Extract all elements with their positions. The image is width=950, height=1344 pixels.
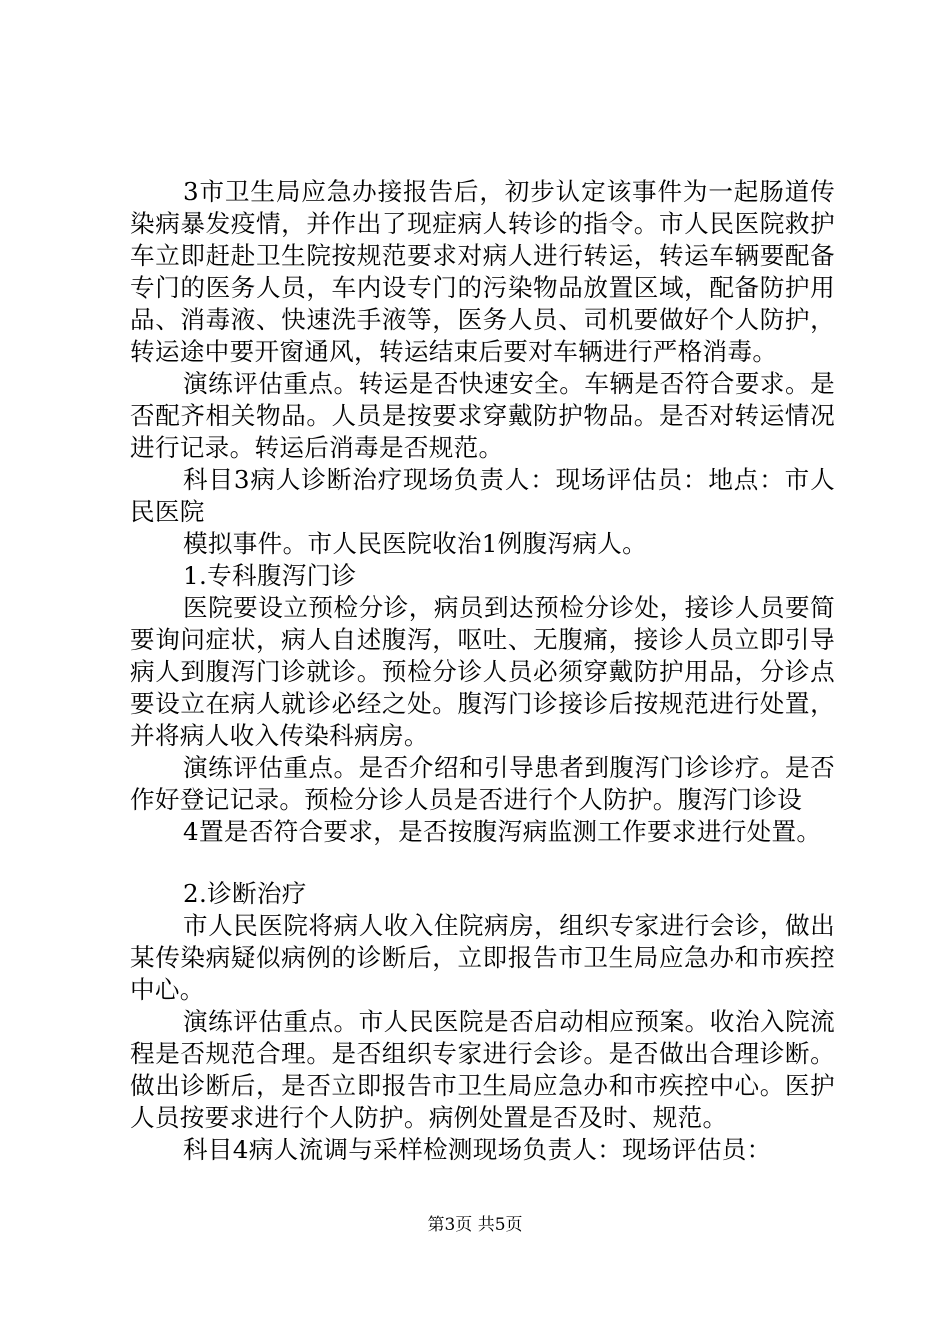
paragraph-simulated-event: 模拟事件。市人民医院收治1例腹泻病人。 — [183, 529, 648, 558]
paragraph-section-2-heading: 2.诊断治疗 — [183, 879, 307, 908]
paragraph-diagnosis: 市人民医院将病人收入住院病房，组织专家进行会诊，做出某传染病疑似病例的诊断后，立即报告市卫生局应急办和市疾控中心。 — [130, 911, 835, 1004]
paragraph-diagnosis-evaluation: 演练评估重点。市人民医院是否启动相应预案。收治入院流程是否规范合理。是否组织专家进行会诊。是否做出合理诊断。做出诊断后，是否立即报告市卫生局应急办和市疾控中心。医护人员按要求进行个人防护。病例处置是否及时、规范。 — [130, 1007, 835, 1132]
paragraph-subject-4-heading: 科目4病人流调与采样检测现场负责人：现场评估员： — [183, 1135, 772, 1164]
paragraph-triage: 医院要设立预检分诊，病员到达预检分诊处，接诊人员要简要询问症状，病人自述腹泻，呕吐、无腹痛，接诊人员立即引导病人到腹泻门诊就诊。预检分诊人员必须穿戴防护用品，分诊点要设立在病人就诊必经之处。腹泻门诊接诊后按规范进行处置，并将病人收入传染科病房。 — [130, 593, 835, 750]
document-body — [130, 176, 835, 1166]
paragraph-transfer-evaluation: 演练评估重点。转运是否快速安全。车辆是否符合要求。是否配齐相关物品。人员是按要求穿戴防护物品。是否对转运情况进行记录。转运后消毒是否规范。 — [130, 369, 835, 462]
page-number-footer: 第3页 共5页 — [427, 1215, 523, 1235]
paragraph-section-1-heading: 1.专科腹泻门诊 — [183, 561, 357, 590]
paragraph-transfer-order: 3市卫生局应急办接报告后，初步认定该事件为一起肠道传染病暴发疫情，并作出了现症病人转诊的指令。市人民医院救护车立即赶赴卫生院按规范要求对病人进行转运，转运车辆要配备专门的医务人员，车内设专门的污染物品放置区域，配备防护用品、消毒液、快速洗手液等，医务人员、司机要做好个人防护，转运途中要开窗通风，转运结束后要对车辆进行严格消毒。 — [130, 177, 835, 366]
paragraph-triage-evaluation: 演练评估重点。是否介绍和引导患者到腹泻门诊诊疗。是否作好登记记录。预检分诊人员是否进行个人防护。腹泻门诊设 — [130, 753, 835, 814]
paragraph-triage-evaluation-continued: 4置是否符合要求，是否按腹泻病监测工作要求进行处置。 — [183, 817, 822, 846]
paragraph-subject-3-heading: 科目3病人诊断治疗现场负责人：现场评估员：地点：市人民医院 — [130, 465, 835, 526]
